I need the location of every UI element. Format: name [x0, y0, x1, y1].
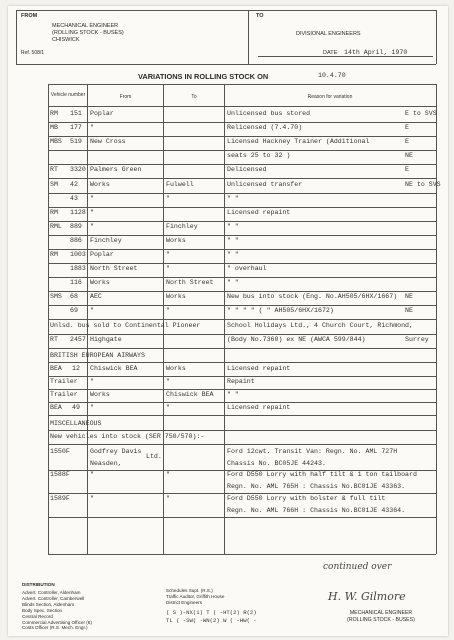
vehicle-number: 2457	[70, 335, 86, 343]
vehicle-number: 177	[70, 124, 82, 132]
from-cell: Poplar	[90, 251, 114, 258]
row-divider	[48, 389, 436, 390]
from-cell: "	[90, 307, 94, 315]
row-divider	[48, 150, 436, 151]
distribution-entry: Commercial Advertising Officer (6)	[22, 619, 92, 625]
to-label: TO	[256, 13, 264, 19]
vehicle-number: 1128	[70, 208, 86, 216]
vehicle-number: 42	[70, 180, 78, 188]
reason-cell: (Body No.7360) ex NE (AWCA 599/844)	[227, 335, 366, 343]
to-cell: Works	[166, 293, 186, 301]
to-cell: "	[166, 377, 170, 385]
from-cell: North Street	[90, 265, 138, 273]
vehicle-number: 1003	[70, 251, 86, 258]
from-cell: Highgate	[90, 335, 122, 343]
from-cell: "	[90, 222, 94, 230]
distribution-entry: Blinds Section, Aldenham	[22, 601, 75, 607]
row-divider	[48, 444, 436, 445]
row-divider	[48, 249, 436, 250]
vehicle-class: BEA	[50, 364, 62, 372]
date-label: DATE	[323, 50, 338, 56]
row-divider	[48, 348, 436, 349]
from-cell: "	[90, 494, 94, 502]
vehicle-class: RM	[50, 251, 58, 258]
reason-cell: " "	[227, 279, 239, 287]
row-divider	[48, 334, 436, 335]
row-divider	[48, 235, 436, 236]
to-cell: "	[166, 471, 170, 479]
row-divider	[48, 305, 436, 306]
reason-code: NE to SVS	[405, 180, 441, 188]
reason-code: E to SVS	[405, 110, 437, 117]
to-cell: Works	[166, 236, 186, 244]
to-cell: "	[166, 307, 170, 315]
row-divider	[48, 221, 436, 222]
from-cell: "	[90, 194, 94, 202]
from-cell: Works	[90, 180, 110, 188]
from-cell: Poplar	[90, 110, 114, 117]
reason-cell: Repaint	[227, 377, 255, 385]
distribution-entry: Traffic Auditor, Griffith House	[166, 593, 225, 599]
reason-cell: School Holidays Ltd., 4 Church Court, Richmond,	[227, 321, 413, 329]
reason-cell: " overhaul	[227, 265, 267, 273]
row-divider	[48, 193, 436, 194]
vehicle-class: BEA	[50, 403, 62, 411]
row-divider	[48, 136, 436, 137]
reason-cell: Chassis No. BC05JE 44243.	[227, 459, 326, 467]
vehicle-class: MBS	[50, 138, 62, 146]
from-cell-suffix: Ltd.	[146, 452, 162, 460]
footer-title-2: (ROLLING STOCK - BUSES)	[347, 617, 415, 623]
distribution-codes-2: TL ( -SW( -WN(2) W ( -HW( -	[166, 617, 257, 624]
reason-cell: Licensed repaint	[227, 364, 291, 372]
from-cell: "	[90, 208, 94, 216]
reason-cell: " "	[227, 390, 239, 398]
from-cell: AEC	[90, 293, 102, 301]
row-divider	[48, 430, 436, 431]
from-cell: Palmers Green	[90, 166, 142, 174]
reason-cell: Regn. No. AML 766H : Chassis No.BC01JE 43364.	[227, 506, 406, 514]
from-line-2: (ROLLING STOCK - BUSES)	[52, 30, 124, 36]
from-cell: Godfrey Davis	[90, 447, 142, 455]
from-cell: "	[90, 124, 94, 132]
reason-cell: " "	[227, 222, 239, 230]
memo-page	[8, 6, 448, 636]
vehicle-class: Trailer	[50, 390, 78, 398]
title-date: 10.4.70	[318, 72, 346, 79]
vehicle-class: SMS	[50, 293, 62, 301]
row-divider	[48, 376, 436, 377]
to-cell: North Street	[166, 279, 214, 287]
row-divider	[48, 402, 436, 403]
distribution-entry: Schedules Supt. (R.S.)	[166, 588, 213, 593]
continued-over: continued over	[323, 562, 392, 572]
from-cell: Works	[90, 390, 110, 398]
vehicle-class: RML	[50, 222, 62, 230]
reason-cell: Licensed repaint	[227, 403, 291, 411]
distribution-entry: Central Record	[22, 613, 53, 619]
distribution-entry: Advert. Controller, Aldenham	[22, 590, 81, 595]
reason-cell: " " " " ( " AH505/6HX/1672)	[227, 307, 334, 315]
vehicle-number: 116	[70, 279, 82, 287]
row-divider	[48, 122, 436, 123]
ref-number: Ref. 508/1	[21, 50, 45, 56]
row-divider	[48, 291, 436, 292]
vehicle-class: Trailer	[50, 377, 78, 385]
vehicle-class: RT	[50, 335, 58, 343]
vehicle-number: 12	[72, 364, 80, 372]
vehicle-number: 889	[70, 222, 82, 230]
reason-cell: Regn. No. AML 765H : Chassis No.BC01JE 43363.	[227, 483, 406, 491]
to-cell: "	[166, 251, 170, 258]
row-divider	[48, 277, 436, 278]
to-cell: Works	[166, 364, 186, 372]
vehicle-number: 1588F	[50, 471, 70, 479]
row-divider	[48, 319, 436, 320]
vehicle-class: RT	[50, 166, 58, 174]
from-cell: "	[90, 403, 94, 411]
reason-cell: Ford D550 Lorry with bolster & full tilt	[227, 494, 386, 502]
from-line-1: MECHANICAL ENGINEER	[52, 23, 119, 29]
from-cell: Finchley	[90, 236, 122, 244]
bea-heading: BRITISH EUROPEAN AIRWAYS	[50, 351, 145, 359]
page-title: VARIATIONS IN ROLLING STOCK ON	[138, 72, 269, 81]
to-cell: "	[166, 194, 170, 202]
reason-code: NE	[405, 293, 413, 301]
vehicle-number: 1589F	[50, 494, 70, 502]
vehicle-class: RM	[50, 110, 58, 117]
distribution-heading: DISTRIBUTION	[22, 582, 55, 587]
distribution-entry: Advert. Controller, Camberwell	[22, 595, 85, 601]
reason-cell: Relicensed (7.4.70)	[227, 124, 303, 132]
from-cell: "	[90, 377, 94, 385]
distribution-codes-1: ( S )-NX(1) T ( -HT(2) R(2)	[166, 609, 257, 616]
reason-cell: Ford 12cwt. Transit Van: Regn. No. AML 727H	[227, 447, 398, 455]
to-cell: Finchley	[166, 222, 198, 230]
row-divider	[48, 207, 436, 208]
vehicle-number: 1883	[70, 265, 86, 273]
row-divider	[48, 164, 436, 165]
col-from-header: From	[119, 94, 132, 100]
row-divider	[48, 362, 436, 363]
row-divider	[48, 415, 436, 416]
distribution-entry: District Engineers	[166, 599, 202, 605]
reason-cell: " "	[227, 236, 239, 244]
from-cell: Works	[90, 279, 110, 287]
vehicle-class: SM	[50, 180, 58, 188]
footer-title-1: MECHANICAL ENGINEER	[349, 610, 413, 616]
reason-code: E	[405, 138, 409, 146]
misc-intro: New vehicles into stock (SER 750/570):-	[50, 432, 205, 440]
col-reason-header: Reason for variation	[307, 94, 353, 100]
reason-cell: Unlicensed bus stored	[227, 110, 311, 117]
reason-code: NE	[405, 152, 413, 160]
to-value: DIVISIONAL ENGINEERS	[296, 31, 361, 37]
from-cell: Neasden,	[90, 459, 122, 467]
reason-cell: Ford D550 Lorry with half tilt & 1 ton tailboard	[227, 471, 417, 479]
reason-cell: seats 25 to 32 )	[227, 152, 291, 160]
reason-cell: Unlicensed transfer	[227, 180, 303, 188]
vehicle-number: 886	[70, 236, 82, 244]
signature: H. W. Gilmore	[328, 590, 406, 603]
vehicle-number: 3320	[70, 166, 86, 174]
from-label: FROM	[21, 13, 38, 19]
misc-heading: MISCELLANEOUS	[50, 419, 102, 427]
to-cell: Chiswick BEA	[166, 390, 214, 398]
col-to-header: To	[191, 94, 197, 100]
reason-cell: " "	[227, 251, 239, 258]
reason-code: E	[405, 166, 409, 174]
to-cell: "	[166, 403, 170, 411]
col-vehicle-header: Vehicle number	[50, 92, 86, 98]
vehicle-number: 519	[70, 138, 82, 146]
row-divider	[48, 517, 436, 518]
vehicle-number: 43	[70, 194, 78, 202]
to-cell: Fulwell	[166, 180, 194, 188]
row-divider	[48, 178, 436, 179]
table-row-note: Unlsd. bus sold to Continental Pioneer	[50, 321, 201, 329]
reason-code: Surrey	[405, 335, 429, 343]
to-cell: "	[166, 265, 170, 273]
reason-cell: " "	[227, 194, 239, 202]
from-cell: New Cross	[90, 138, 126, 146]
reason-code: NE	[405, 307, 413, 315]
reason-cell: Licensed repaint	[227, 208, 291, 216]
to-cell: "	[166, 494, 170, 502]
vehicle-class: MB	[50, 124, 58, 132]
vehicle-number: 68	[70, 293, 78, 301]
distribution-entry: Body Spec. Section	[22, 607, 63, 613]
reason-cell: Delicensed	[227, 166, 267, 174]
vehicle-number: 49	[72, 403, 80, 411]
date-value: 14th April, 1970	[344, 49, 408, 56]
vehicle-number: 69	[70, 307, 78, 315]
from-cell: Chiswick BEA	[90, 364, 138, 372]
reason-cell: New bus into stock (Eng. No.AH505/6HX/1667)	[227, 293, 398, 301]
vehicle-class: RM	[50, 208, 58, 216]
reason-cell: Licensed Hackney Trainer (Additional	[227, 138, 370, 146]
reason-code: E	[405, 124, 409, 132]
vehicle-number: 151	[70, 110, 82, 117]
from-cell: "	[90, 471, 94, 479]
distribution-entry: Costs Officer (R.S. Mech. Engr.)	[22, 625, 88, 631]
from-line-3: CHISWICK	[52, 37, 80, 43]
vehicle-number: 1550F	[50, 447, 70, 455]
row-divider	[48, 263, 436, 264]
